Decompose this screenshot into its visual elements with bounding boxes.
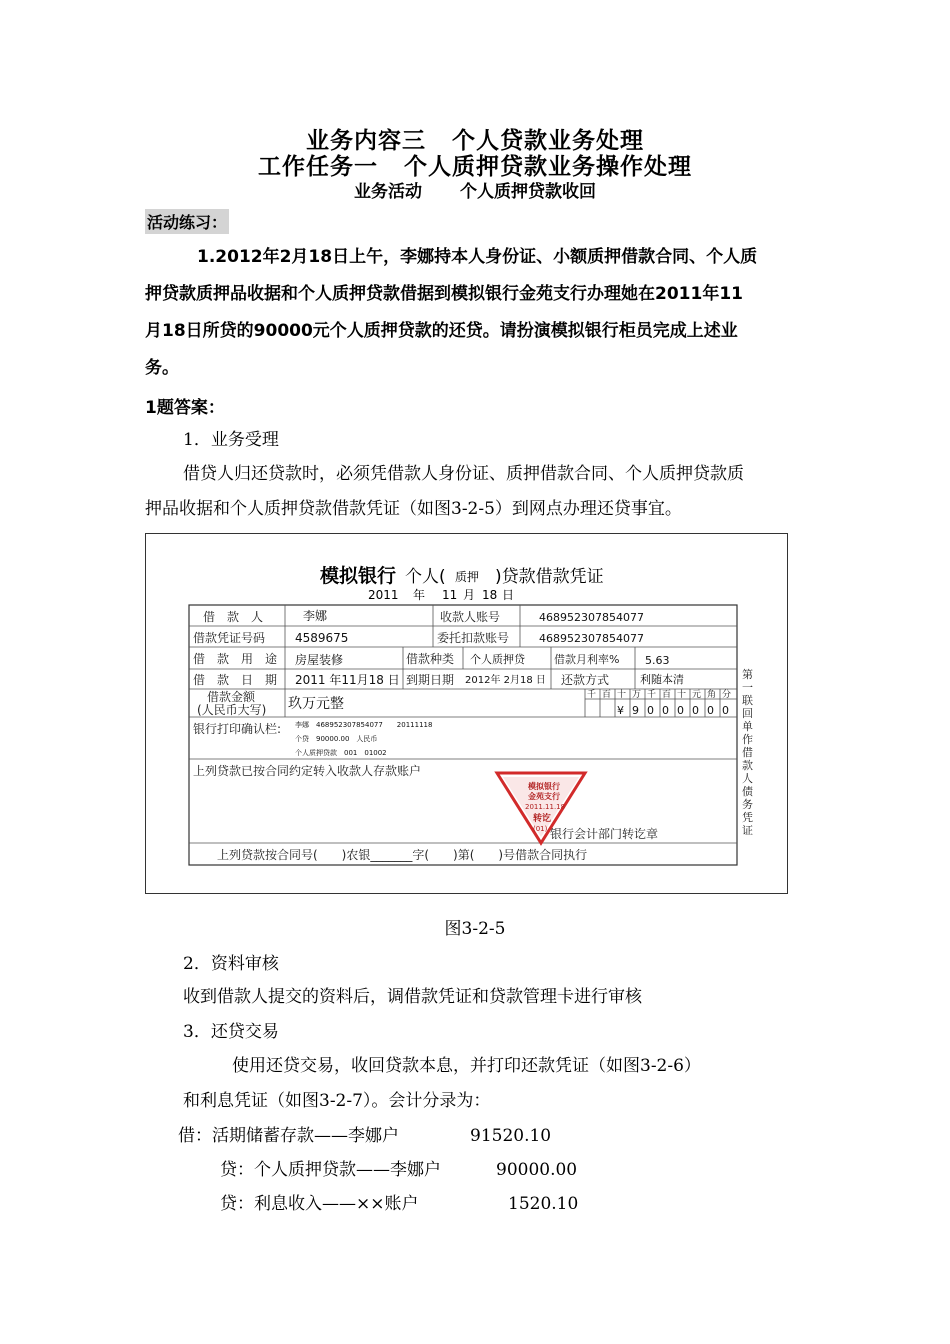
value-monthly-rate: 5.63	[645, 654, 670, 667]
digit-header: 元	[692, 690, 702, 700]
digit-header: 万	[632, 690, 642, 700]
label-receive-account: 收款人账号	[440, 610, 501, 624]
value-entrust-account: 468952307854077	[539, 632, 644, 645]
credit-entry: 贷：个人质押贷款——李娜户	[220, 1160, 441, 1180]
title-part: 业务活动	[354, 182, 422, 202]
label-entrust-account: 委托扣款账号	[437, 631, 510, 645]
voucher-title-post: )贷款借款凭证	[495, 567, 604, 587]
digit-header: 角	[707, 690, 717, 700]
title-part: 业务内容三	[306, 128, 426, 154]
label-purpose: 借 款 用 途	[193, 652, 278, 666]
question-line: 1.2012年2月18日上午，李娜持本人身份证、小额质押借款合同、个人质	[197, 247, 758, 267]
stamp-text: (01)	[533, 825, 548, 833]
print-line: 李娜 468952307854077 20111118	[295, 721, 433, 729]
digit-header: 十	[677, 690, 687, 700]
value-loan-date: 2011 年11月18 日	[295, 673, 400, 687]
voucher-date-label: 年	[413, 588, 426, 602]
print-line: 个贷 90000.00 人民币	[295, 735, 378, 743]
question-line: 押贷款质押品收据和个人质押贷款借据到模拟银行金苑支行办理她在2011年11	[145, 284, 743, 304]
digit-value: 0	[692, 704, 699, 717]
stamp-text: 模拟银行	[528, 782, 560, 791]
label-amount: 借款金额	[207, 690, 256, 704]
step3-heading: 3．还贷交易	[183, 1022, 279, 1042]
voucher-bank-name: 模拟银行	[320, 565, 397, 587]
label-repay-method: 还款方式	[561, 673, 610, 687]
digit-value: 0	[677, 704, 684, 717]
stamp-text: 转讫	[533, 814, 552, 824]
label-borrower: 借 款 人	[203, 610, 264, 624]
digit-header: 百	[602, 690, 612, 700]
label-amount-note: (人民币大写)	[197, 703, 267, 717]
voucher-form	[145, 533, 788, 894]
title-part: 个人贷款业务处理	[452, 128, 644, 154]
activity-label: 活动练习：	[145, 209, 229, 234]
question-line: 月18日所贷的90000元个人质押贷款的还贷。请扮演模拟银行柜员完成上述业	[145, 321, 738, 341]
question-line: 务。	[145, 358, 179, 378]
label-transferred: 上列贷款已按合同约定转入收款人存款账户	[193, 764, 422, 778]
step1-heading: 1．业务受理	[183, 430, 279, 450]
digit-header: 分	[722, 690, 732, 700]
credit-amount: 1520.10	[508, 1194, 579, 1214]
label-due-date: 到期日期	[406, 673, 455, 687]
voucher-date-year: 2011	[368, 588, 399, 602]
label-print-confirm: 银行打印确认栏:	[193, 722, 282, 736]
value-purpose: 房屋装修	[295, 653, 344, 667]
voucher-date-month: 11	[442, 588, 458, 602]
step2-line: 收到借款人提交的资料后，调借款凭证和贷款管理卡进行审核	[183, 987, 642, 1007]
voucher-side-note: 第一联回单作借款人债务凭证	[742, 668, 753, 837]
digit-header: 百	[662, 690, 672, 700]
label-monthly-rate: 借款月利率%	[554, 653, 620, 666]
step2-heading: 2．资料审核	[183, 954, 279, 974]
digit-value: 0	[662, 704, 669, 717]
print-line: 个人质押贷款 001 01002	[295, 749, 387, 757]
value-loan-type: 个人质押贷	[470, 653, 525, 666]
label-footer: 上列贷款按合同号( )农银_______字( )第( )号借款合同执行	[217, 848, 588, 862]
label-dept-seal: 银行会计部门转讫章	[550, 827, 659, 841]
title-part: 工作任务一	[258, 154, 378, 180]
value-due-date: 2012年 2月18 日	[465, 675, 546, 686]
stamp-text: 2011.11.18	[525, 803, 566, 811]
title-part: 个人质押贷款收回	[460, 182, 596, 202]
figure-caption: 图3-2-5	[444, 919, 506, 939]
voucher-title-type: 质押	[455, 570, 480, 584]
question-paragraph	[145, 239, 810, 387]
value-amount-words: 玖万元整	[288, 696, 344, 712]
step3-line: 使用还贷交易，收回贷款本息，并打印还款凭证（如图3-2-6）	[232, 1056, 701, 1076]
digit-header: 十	[617, 690, 627, 700]
label-loan-date: 借 款 日 期	[193, 673, 278, 687]
credit-amount: 90000.00	[496, 1160, 578, 1180]
activity-title	[0, 177, 950, 202]
debit-amount: 91520.10	[470, 1126, 552, 1146]
step1-line: 借贷人归还贷款时，必须凭借款人身份证、质押借款合同、个人质押贷款质	[183, 464, 744, 484]
value-receive-account: 468952307854077	[539, 611, 644, 624]
debit-entry: 借：活期储蓄存款——李娜户	[178, 1126, 399, 1146]
label-loan-type: 借款种类	[406, 652, 455, 666]
digit-value: ¥	[617, 704, 624, 717]
step1-line: 押品收据和个人质押贷款借款凭证（如图3-2-5）到网点办理还贷事宜。	[145, 499, 682, 519]
value-borrower: 李娜	[303, 609, 328, 623]
digit-value: 0	[722, 704, 729, 717]
value-voucher-number: 4589675	[295, 631, 349, 645]
digit-value: 0	[707, 704, 714, 717]
value-repay-method: 利随本清	[640, 673, 684, 686]
step3-line: 和利息凭证（如图3-2-7）。会计分录为：	[183, 1091, 491, 1111]
digit-values	[617, 704, 729, 717]
digit-value: 9	[632, 704, 639, 717]
voucher-date-day: 18	[482, 588, 498, 602]
digit-value: 0	[647, 704, 654, 717]
answer-label: 1题答案：	[145, 398, 225, 418]
label-voucher-number: 借款凭证号码	[193, 631, 266, 645]
credit-entry: 贷：利息收入——××账户	[220, 1194, 419, 1214]
digit-headers	[587, 688, 731, 700]
voucher-date-label: 日	[502, 588, 515, 602]
voucher-title-pre: 个人(	[405, 567, 446, 587]
digit-header: 千	[647, 690, 657, 700]
digit-header: 千	[587, 690, 597, 700]
stamp-text: 金苑支行	[528, 792, 560, 801]
title-part: 个人质押贷款业务操作处理	[404, 154, 692, 180]
voucher-date-label: 月	[463, 588, 476, 602]
